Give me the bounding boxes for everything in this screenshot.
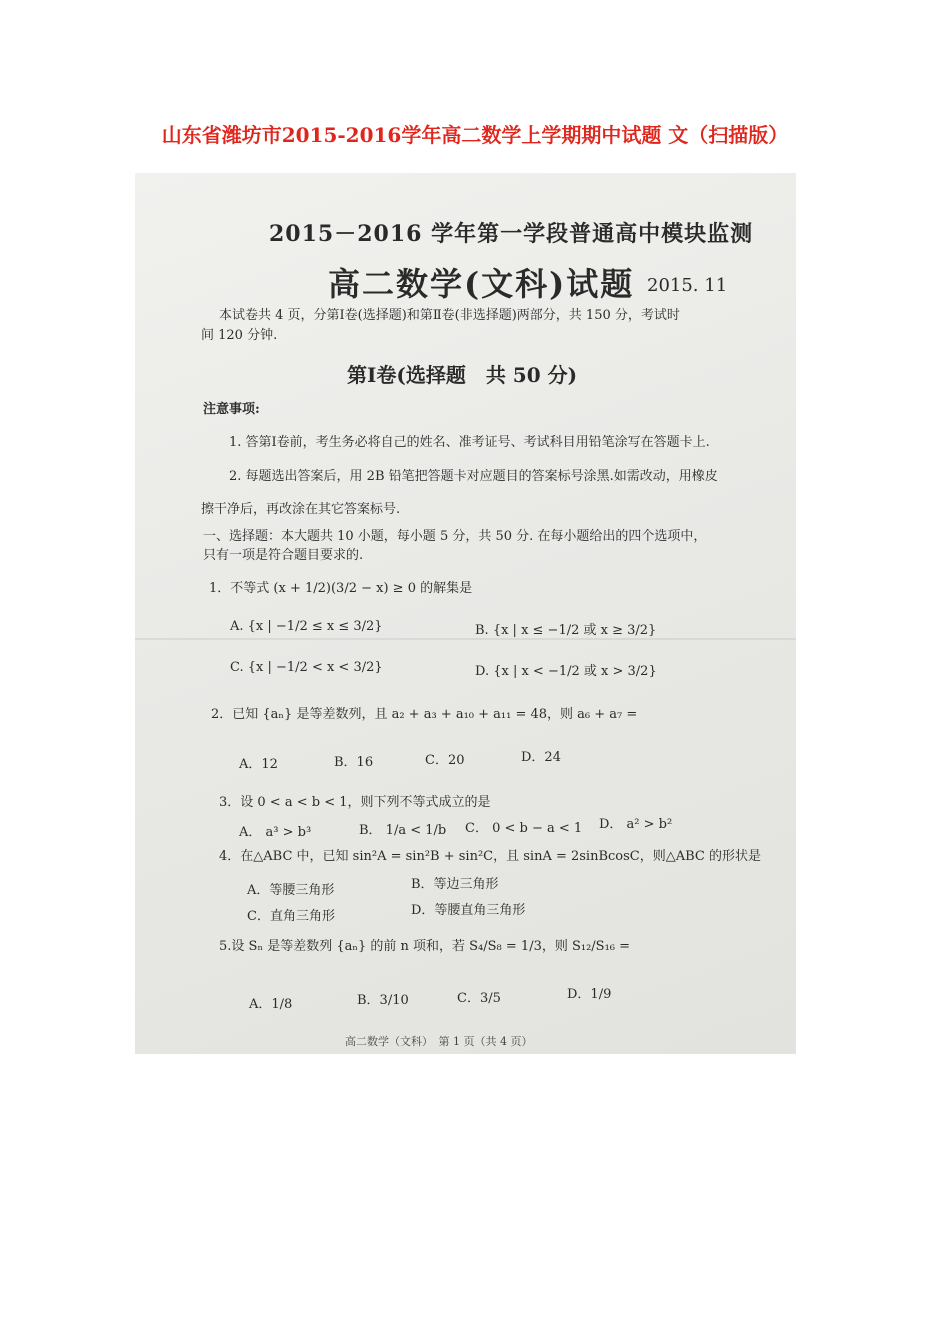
- q4-option-b: B．等边三角形: [411, 877, 499, 892]
- part1-line-1: 一、选择题：本大题共 10 小题，每小题 5 分，共 50 分. 在每小题给出的四个选项中，: [203, 529, 707, 544]
- question-4-stem: 4．在△ABC 中，已知 sin²A = sin²B + sin²C，且 sinA = 2sinBcosC，则△ABC 的形状是: [219, 849, 761, 864]
- note-2-line-2: 擦干净后，再改涂在其它答案标号.: [201, 502, 401, 517]
- q3-option-c: C． 0 < b − a < 1: [465, 821, 583, 836]
- q5-option-a: A．1/8: [249, 997, 293, 1012]
- exam-date: 2015. 11: [647, 275, 728, 296]
- q1-expression: (x + 1/2)(3/2 − x) ≥ 0: [273, 581, 416, 596]
- q1-prefix: 1．不等式: [209, 581, 270, 596]
- paper-fold-line: [135, 638, 796, 640]
- q3-option-b: B． 1/a < 1/b: [359, 823, 447, 838]
- scanned-exam-page: [135, 173, 796, 1054]
- intro-line-1: 本试卷共 4 页，分第Ⅰ卷(选择题)和第Ⅱ卷(非选择题)两部分，共 150 分，考试时: [219, 308, 680, 323]
- question-2-stem: 2．已知 {aₙ} 是等差数列，且 a₂ + a₃ + a₁₀ + a₁₁ = 48，则 a₆ + a₇ =: [211, 707, 638, 722]
- exam-title: 高二数学(文科)试题: [328, 265, 635, 303]
- intro-line-2: 间 120 分钟.: [201, 328, 278, 343]
- notes-heading: 注意事项:: [203, 402, 260, 417]
- part1-line-2: 只有一项是符合题目要求的.: [203, 548, 364, 563]
- section-title: 第Ⅰ卷(选择题 共 50 分): [347, 363, 578, 387]
- document-title: 山东省潍坊市2015-2016学年高二数学上学期期中试题 文（扫描版）: [161, 123, 789, 147]
- q1-option-c: C. {x | −1/2 < x < 3/2}: [230, 660, 383, 675]
- q2-option-a: A．12: [239, 757, 278, 772]
- q5-option-c: C．3/5: [457, 991, 501, 1006]
- note-1: 1. 答第Ⅰ卷前，考生务必将自己的姓名、准考证号、考试科目用铅笔涂写在答题卡上.: [229, 435, 710, 450]
- page-footer: 高二数学（文科） 第 1 页（共 4 页）: [345, 1035, 533, 1048]
- exam-header: 2015－2016 学年第一学段普通高中模块监测: [269, 221, 754, 247]
- note-2-line-1: 2. 每题选出答案后，用 2B 铅笔把答题卡对应题目的答案标号涂黑.如需改动，用橡皮: [229, 469, 718, 484]
- q1-suffix: 的解集是: [420, 581, 473, 596]
- q4-option-d: D．等腰直角三角形: [411, 903, 526, 918]
- q2-option-d: D．24: [521, 750, 561, 765]
- q1-option-a: A. {x | −1/2 ≤ x ≤ 3/2}: [230, 619, 383, 634]
- q1-option-b: B. {x | x ≤ −1/2 或 x ≥ 3/2}: [475, 623, 657, 638]
- q3-option-a: A． a³ > b³: [239, 825, 312, 840]
- question-1-stem: [209, 577, 472, 596]
- q3-option-d: D． a² > b²: [599, 817, 673, 832]
- q4-option-a: A．等腰三角形: [247, 883, 335, 898]
- q2-option-c: C．20: [425, 753, 465, 768]
- q4-option-c: C．直角三角形: [247, 909, 335, 924]
- question-3-stem: 3．设 0 < a < b < 1，则下列不等式成立的是: [219, 795, 491, 810]
- q1-option-d: D. {x | x < −1/2 或 x > 3/2}: [475, 664, 657, 679]
- question-5-stem: 5.设 Sₙ 是等差数列 {aₙ} 的前 n 项和，若 S₄/S₈ = 1/3，则 S₁₂/S₁₆ =: [219, 939, 631, 954]
- q2-option-b: B．16: [334, 755, 374, 770]
- q5-option-b: B．3/10: [357, 993, 409, 1008]
- q5-option-d: D．1/9: [567, 987, 612, 1002]
